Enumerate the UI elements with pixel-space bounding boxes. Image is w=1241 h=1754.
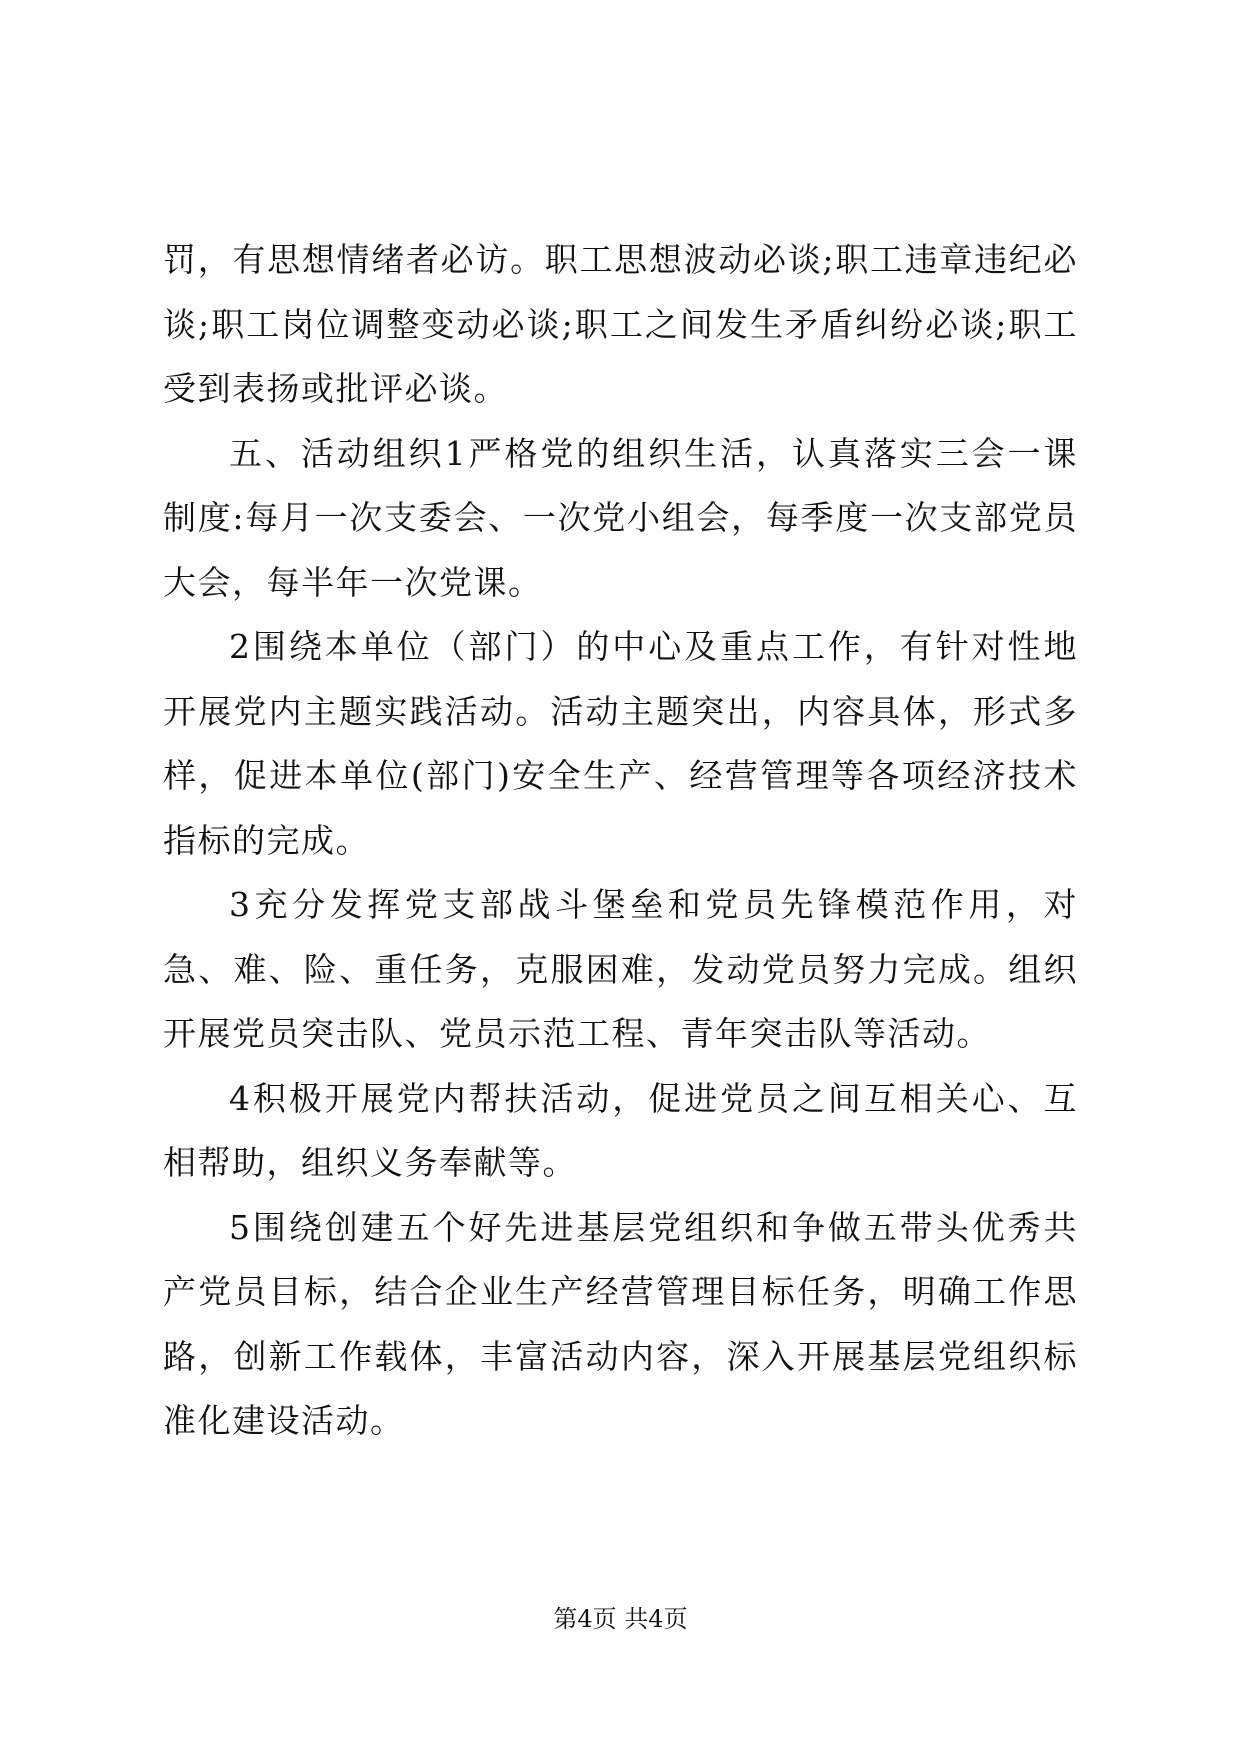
page-footer: 第4页 共4页 — [553, 1605, 688, 1633]
paragraph-item-4: 4积极开展党内帮扶活动，促进党员之间互相关心、互相帮助，组织义务奉献等。 — [163, 1078, 1078, 1182]
paragraph-activity-organization: 五、活动组织1严格党的组织生活，认真落实三会一课制度:每月一次支委会、一次党小组会，每季度一次支部党员大会，每半年一次党课。 — [163, 433, 1078, 602]
paragraph-item-2: 2围绕本单位（部门）的中心及重点工作，有针对性地开展党内主题实践活动。活动主题突出，内容具体，形式多样，促进本单位(部门)安全生产、经营管理等各项经济技术指标的完成。 — [163, 627, 1078, 860]
paragraph-item-5: 5围绕创建五个好先进基层党组织和争做五带头优秀共产党员目标，结合企业生产经营管理目标任务，明确工作思路，创新工作载体，丰富活动内容，深入开展基层党组织标准化建设活动。 — [163, 1207, 1078, 1440]
document-body — [163, 228, 1078, 1454]
paragraph-item-3: 3充分发挥党支部战斗堡垒和党员先锋模范作用，对急、难、险、重任务，克服困难，发动党员努力完成。组织开展党员突击队、党员示范工程、青年突击队等活动。 — [163, 885, 1078, 1053]
paragraph-continuation: 罚，有思想情绪者必访。职工思想波动必谈;职工违章违纪必谈;职工岗位调整变动必谈;职工之间发生矛盾纠纷必谈;职工受到表扬或批评必谈。 — [163, 240, 1078, 408]
